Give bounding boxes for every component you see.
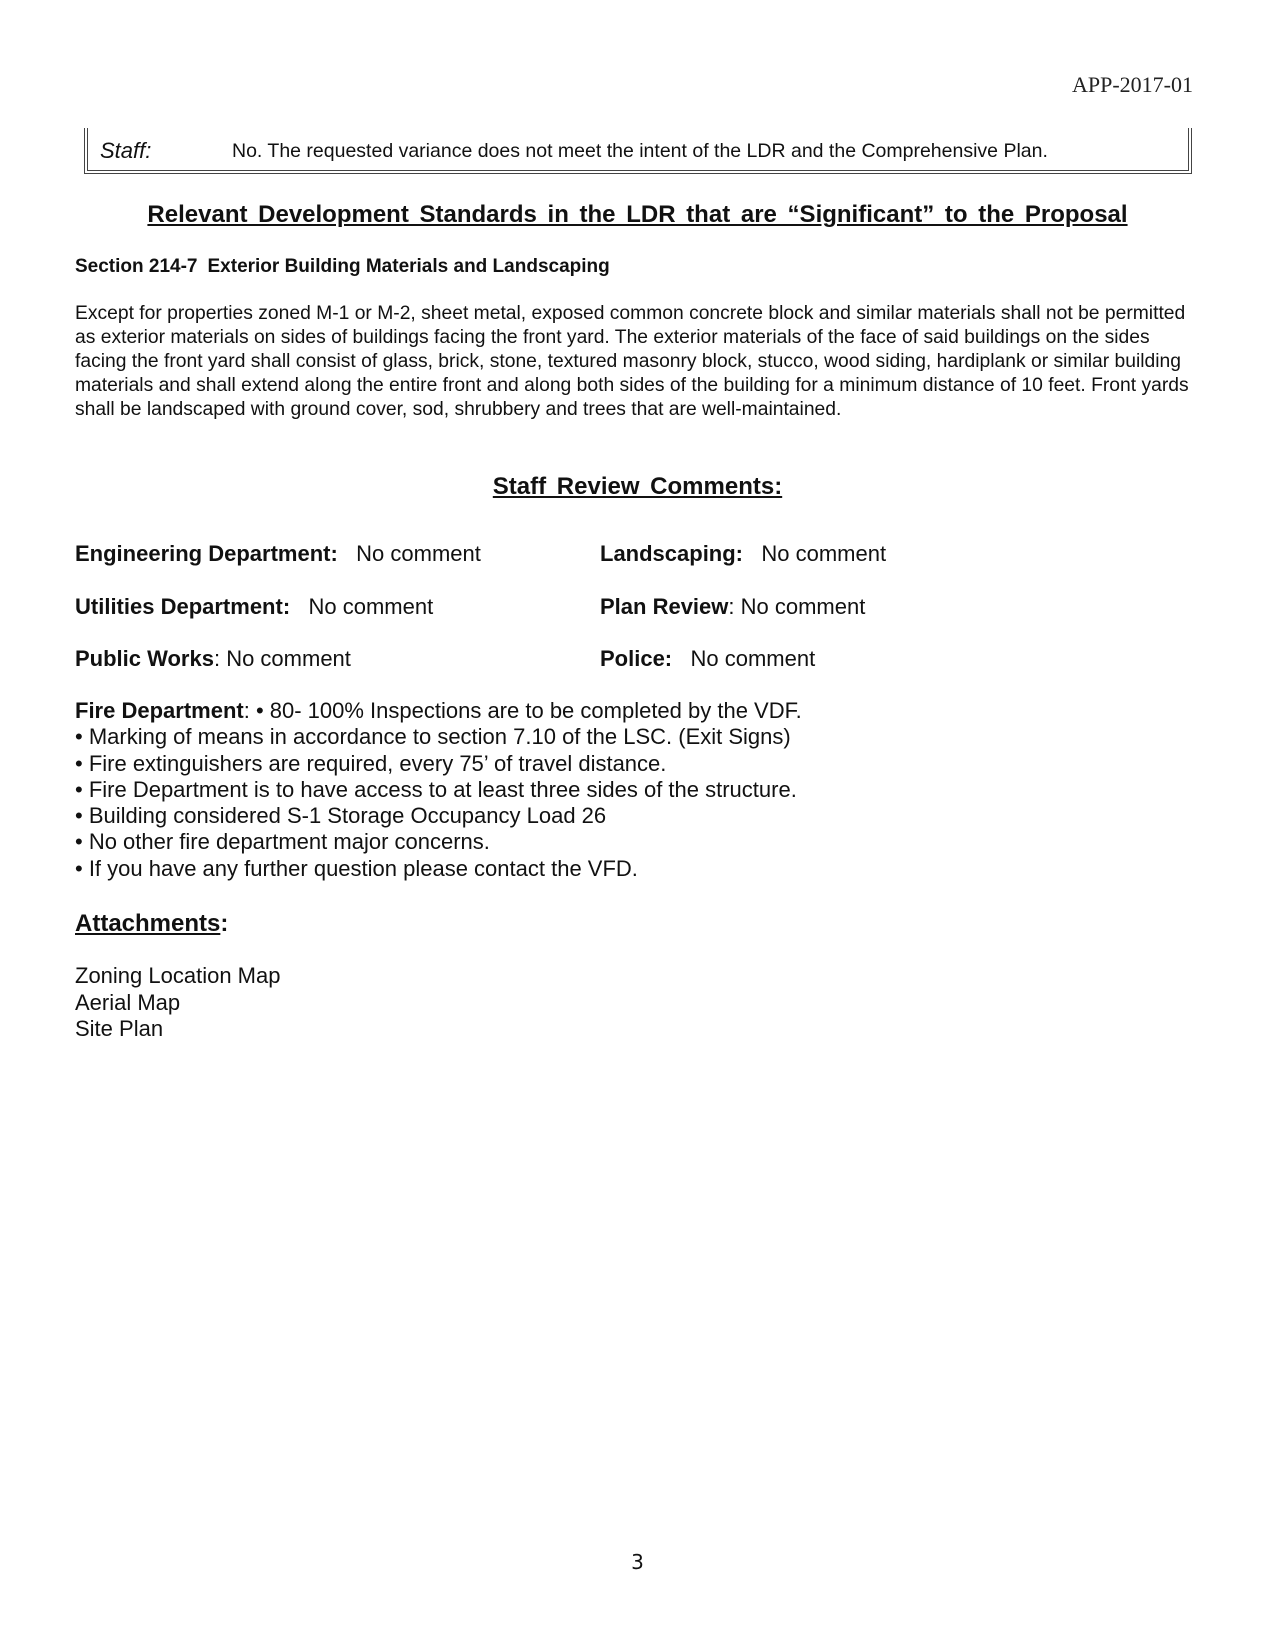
comment-label: Landscaping: <box>600 541 744 566</box>
page-number: 3 <box>631 1550 644 1574</box>
comment-label: Public Works <box>75 646 214 671</box>
staff-conclusion-text: No. The requested variance does not meet the intent of the LDR and the Comprehensive Plan. <box>232 140 1048 162</box>
comment-label: Utilities Department: <box>75 594 291 619</box>
staff-label: Staff: <box>100 138 152 163</box>
fire-item: : • 80- 100% Inspections are to be completed by the VDF. <box>243 698 802 723</box>
fire-item: • No other fire department major concerns. <box>75 829 490 855</box>
fire-item: • Fire Department is to have access to at least three sides of the structure. <box>75 776 797 802</box>
section-subheading <box>75 256 620 278</box>
comment-plan-review <box>600 594 865 620</box>
attachment-item: Aerial Map <box>75 989 181 1015</box>
section-paragraph: Except for properties zoned M-1 or M-2, sheet metal, exposed common concrete block and similar materials shall not be permitted as exterior materials on sides of buildings facing the front yard. The exterior materials of the face of said buildings on the sides facing the front yard shall consist of glass, brick, stone, textured masonry block, stucco, wood siding, hardiplank or similar building materials and shall extend along the entire front and along both sides of the building for a minimum distance of 10 feet. Front yards shall be landscaped with ground cover, sod, shrubbery and trees that are well-maintained. <box>75 303 1189 420</box>
comment-label: Police: <box>600 646 673 671</box>
section-title: Exterior Building Materials and Landscaping <box>207 256 610 277</box>
comment-label: Plan Review <box>600 594 729 619</box>
relevant-standards-heading: Relevant Development Standards in the LDR that are “Significant” to the Proposal <box>147 201 1128 228</box>
comment-landscaping <box>600 541 886 567</box>
fire-label: Fire Department <box>75 698 244 723</box>
comment-value: No comment <box>356 541 481 566</box>
document-id: APP-2017-01 <box>1071 72 1193 97</box>
fire-item: • Building considered S-1 Storage Occupancy Load 26 <box>75 803 607 829</box>
attachments-heading-text: Attachments <box>75 910 221 937</box>
attachment-item: Site Plan <box>75 1016 164 1041</box>
comment-value: No comment <box>690 646 816 671</box>
comment-police <box>600 646 815 672</box>
fire-first-line <box>75 698 802 724</box>
comment-value: : No comment <box>213 646 351 671</box>
comment-utilities <box>75 594 433 620</box>
comment-public-works <box>75 646 351 672</box>
fire-department-comments <box>75 698 802 882</box>
fire-item: • Marking of means in accordance to section 7.10 of the LSC. (Exit Signs) <box>75 724 791 750</box>
comment-label: Engineering Department: <box>75 541 338 566</box>
staff-conclusion-box <box>84 128 1192 174</box>
comment-value: No comment <box>308 594 434 619</box>
section-number: Section 214-7 <box>75 256 198 277</box>
attachments-list <box>75 963 280 1043</box>
attachment-item: Zoning Location Map <box>75 963 281 988</box>
attachments-heading-colon: : <box>220 910 229 937</box>
fire-item: • Fire extinguishers are required, every 75’ of travel distance. <box>75 750 667 776</box>
fire-item: • If you have any further question please contact the VFD. <box>75 855 638 881</box>
comment-value: No comment <box>761 541 887 566</box>
staff-review-heading: Staff Review Comments: <box>492 473 783 500</box>
comment-value: : No comment <box>728 594 866 619</box>
attachments-heading <box>75 910 228 938</box>
comment-engineering <box>75 541 481 567</box>
